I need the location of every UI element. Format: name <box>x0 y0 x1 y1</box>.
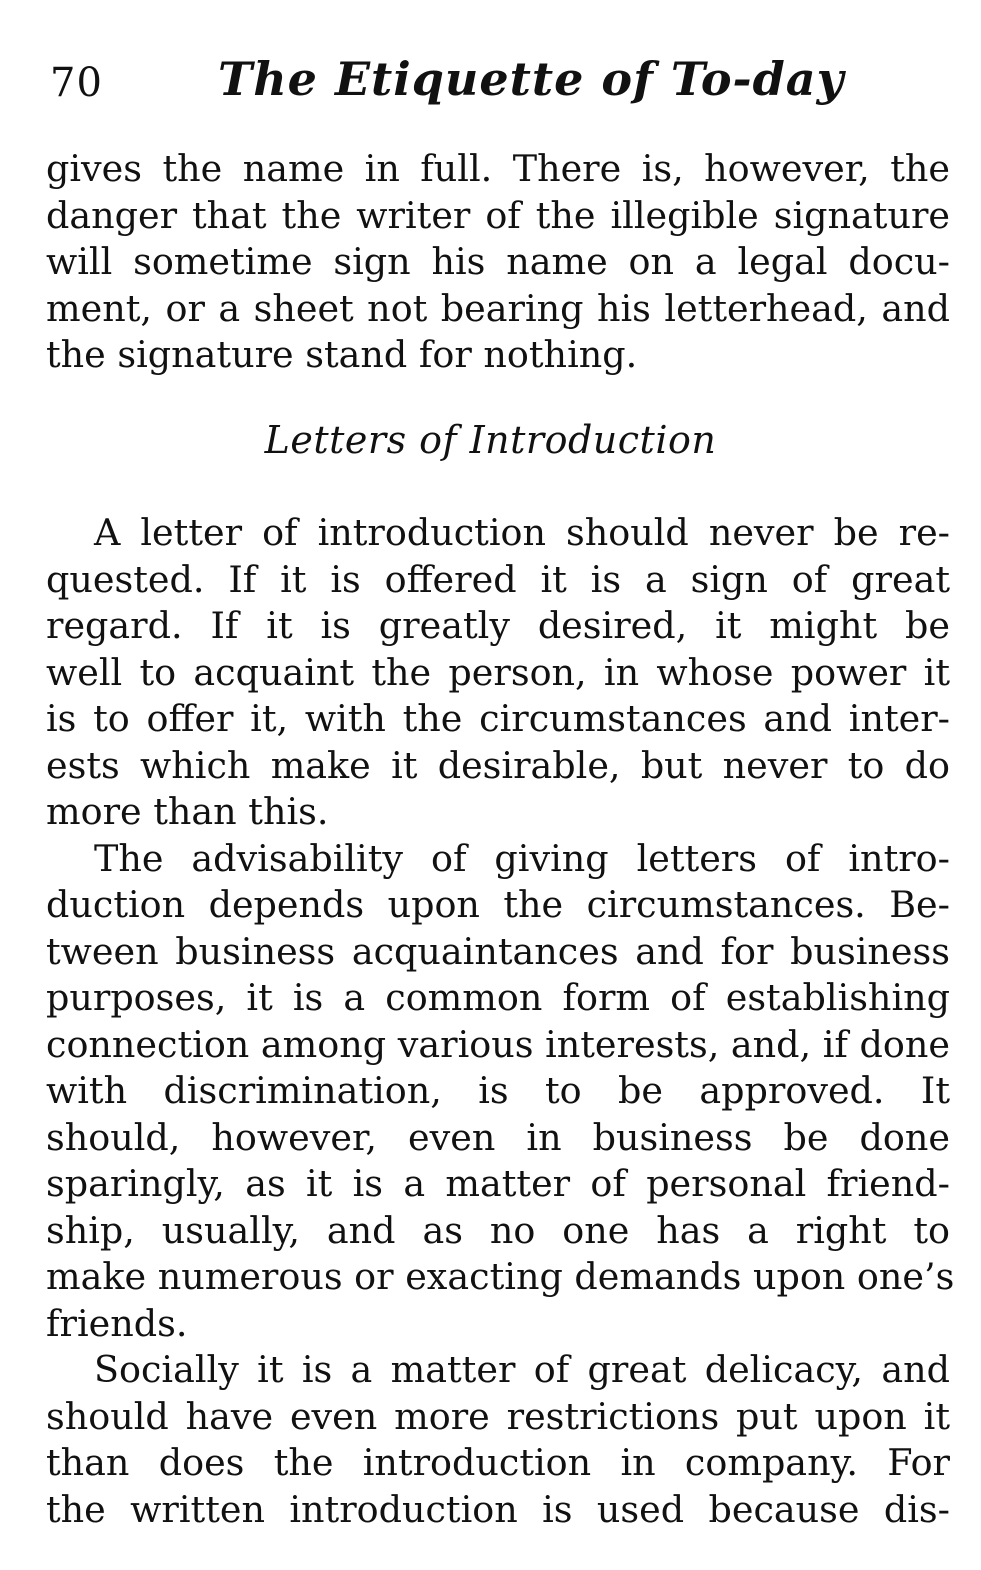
text-line: make numerous or exacting demands upon one’s <box>46 1255 955 1298</box>
text-line: should, however, even in business be done <box>46 1115 950 1159</box>
text-line: well to acquaint the person, in whose power it <box>46 650 950 694</box>
text-line: than does the introduction in company. For <box>46 1441 950 1484</box>
text-line: gives the name in full. There is, however, the <box>46 147 950 190</box>
text-line: friends. <box>46 1301 188 1345</box>
running-title: The Etiquette of To-day <box>218 52 845 106</box>
text-line: with discrimination, is to be approved. It <box>46 1069 950 1112</box>
text-line: the written introduction is used because dis- <box>46 1487 950 1531</box>
text-line: danger that the writer of the illegible signature <box>46 193 950 237</box>
text-line: connection among various interests, and, if done <box>46 1022 950 1066</box>
text-line: ship, usually, and as no one has a right to <box>46 1208 950 1252</box>
text-line: more than this. <box>46 790 329 833</box>
text-line: Socially it is a matter of great delicacy, and <box>94 1348 950 1391</box>
text-line: ment, or a sheet not bearing his letterhead, and <box>46 286 950 330</box>
continued-paragraph <box>46 146 950 379</box>
text-line: ests which make it desirable, but never to do <box>46 743 950 787</box>
paragraph <box>46 510 950 836</box>
text-line: will sometime sign his name on a legal docu- <box>46 240 950 283</box>
section-heading: Letters of Introduction <box>264 418 717 462</box>
text-line: is to offer it, with the circumstances and inter- <box>46 697 950 740</box>
text-line: the signature stand for nothing. <box>46 333 638 376</box>
text-line: regard. If it is greatly desired, it might be <box>46 604 950 647</box>
section-body <box>46 510 955 1533</box>
paragraph <box>46 836 955 1348</box>
text-line: duction depends upon the circumstances. Be- <box>46 883 950 926</box>
text-line: sparingly, as it is a matter of personal friend- <box>46 1162 950 1205</box>
text-line: A letter of introduction should never be re- <box>94 511 950 554</box>
page-number: 70 <box>50 60 103 106</box>
text-line: quested. If it is offered it is a sign of great <box>46 557 950 601</box>
text-line: tween business acquaintances and for business <box>46 929 950 973</box>
text-line: should have even more restrictions put upon it <box>46 1394 950 1438</box>
paragraph <box>46 1347 950 1533</box>
text-line: purposes, it is a common form of establishing <box>46 976 950 1019</box>
page-header <box>50 52 950 122</box>
text-line: The advisability of giving letters of intro- <box>94 836 950 880</box>
